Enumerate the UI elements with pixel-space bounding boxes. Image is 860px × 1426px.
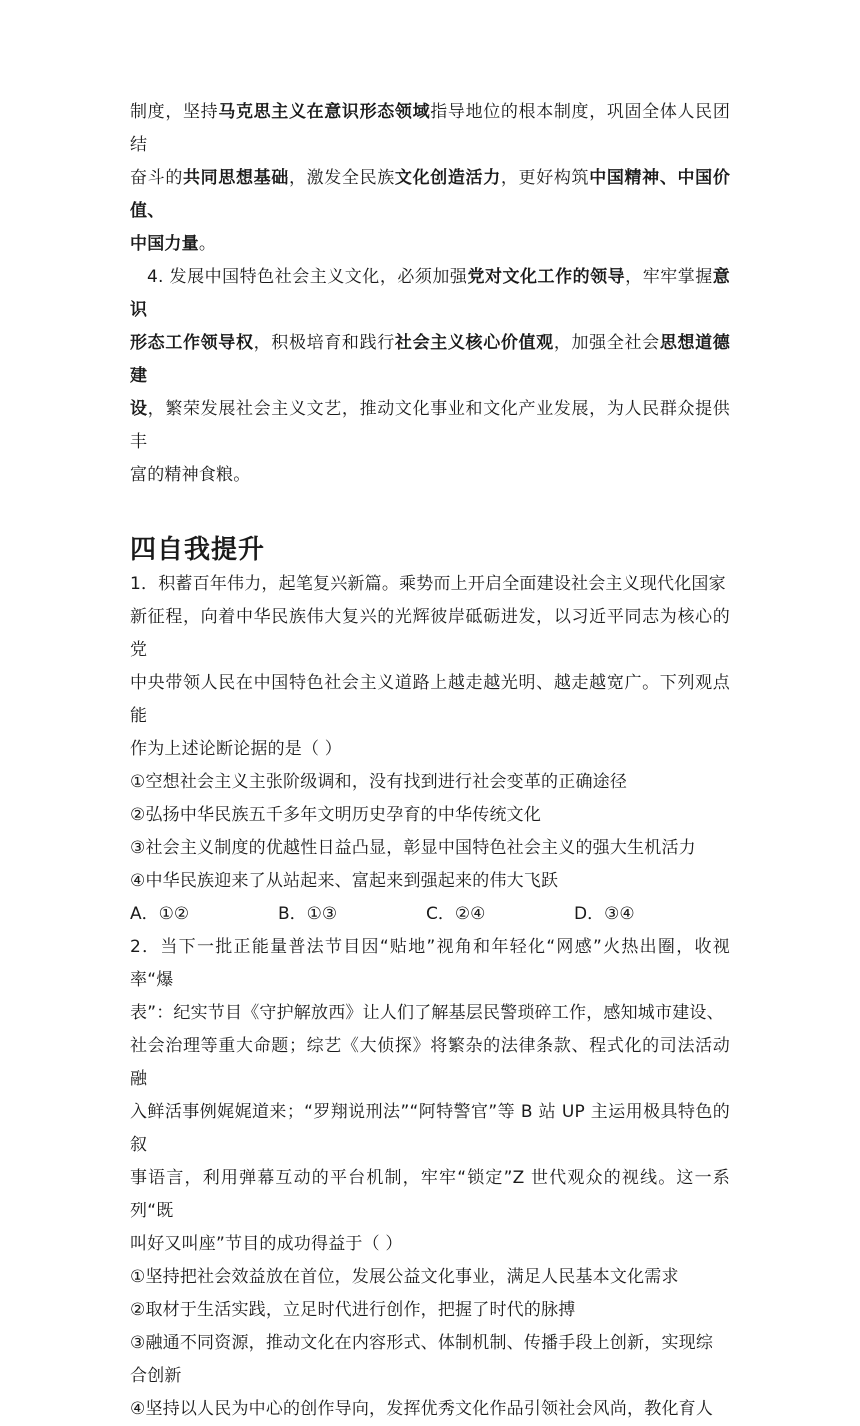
question-2-choice-2: ②取材于生活实践，立足时代进行创作，把握了时代的脉搏	[130, 1300, 576, 1320]
paragraph-line: 奋斗的共同思想基础，激发全民族文化创造活力，更好构筑中国精神、中国价值、	[130, 168, 731, 221]
question-2-stem-line: 入鲜活事例娓娓道来；“罗翔说刑法”“阿特警官”等 B 站 UP 主运用极具特色的叙	[130, 1102, 730, 1155]
paragraph-line: 形态工作领导权，积极培育和践行社会主义核心价值观，加强全社会思想道德建	[130, 333, 730, 386]
bold-term: 共同思想基础	[182, 168, 289, 188]
bold-term: 社会主义核心价值观	[394, 333, 554, 353]
bold-term: 思想道德建	[130, 333, 730, 386]
question-2-stem-line: 社会治理等重大命题；综艺《大侦探》将繁杂的法律条款、程式化的司法活动融	[130, 1036, 730, 1089]
question-1-stem-line: 新征程，向着中华民族伟大复兴的光辉彼岸砥砺进发，以习近平同志为核心的党	[130, 607, 730, 660]
question-1-stem-line: 1．积蓄百年伟力，起笔复兴新篇。乘势而上开启全面建设社会主义现代化国家	[130, 574, 726, 594]
question-1-choice-1: ①空想社会主义主张阶级调和，没有找到进行社会变革的正确途径	[130, 772, 628, 792]
question-1-stem	[130, 568, 730, 766]
question-2	[130, 931, 730, 1426]
bold-term: 中国力量	[130, 234, 199, 254]
question-2-stem-line: 事语言，利用弹幕互动的平台机制，牢牢“锁定”Z 世代观众的视线。这一系列“既	[130, 1168, 730, 1221]
paragraph-line: 制度，坚持马克思主义在意识形态领域指导地位的根本制度，巩固全体人民团结	[130, 102, 731, 155]
question-2-choice-1: ①坚持把社会效益放在首位，发展公益文化事业，满足人民基本文化需求	[130, 1267, 679, 1287]
bold-term: 设	[130, 399, 148, 419]
paragraph-line: 富的精神食粮。	[130, 465, 251, 485]
paragraph-line: 4. 发展中国特色社会主义文化，必须加强党对文化工作的领导，牢牢掌握意识	[130, 267, 730, 320]
bold-term: 形态工作领导权	[130, 333, 254, 353]
question-1	[130, 568, 730, 931]
bold-term: 中国精神、中国价值、	[130, 168, 731, 221]
option-b: B．①③	[278, 904, 338, 924]
question-2-choice-4: ④坚持以人民为中心的创作导向，发挥优秀文化作品引领社会风尚，教化育人	[130, 1399, 714, 1419]
bold-term: 党对文化工作的领导	[467, 267, 626, 287]
question-2-stem-line: 表”：纪实节目《守护解放西》让人们了解基层民警琐碎工作，感知城市建设、	[130, 1003, 724, 1023]
question-2-stem-line: 2．当下一批正能量普法节目因“贴地”视角和年轻化“网感”火热出圈，收视率“爆	[130, 937, 730, 990]
intro-paragraph	[130, 96, 730, 261]
question-1-stem-line: 作为上述论断论据的是（ ）	[130, 739, 343, 759]
question-2-stem	[130, 931, 730, 1261]
section-title: 四自我提升	[130, 535, 266, 565]
paragraph-line: 设，繁荣发展社会主义文艺，推动文化事业和文化产业发展，为人民群众提供丰	[130, 399, 730, 452]
paragraph-line: 中国力量。	[130, 234, 217, 254]
question-2-choice-3-cont: 合创新	[130, 1366, 182, 1386]
question-2-stem-line: 叫好又叫座”节目的成功得益于（ ）	[130, 1234, 403, 1254]
point-4-paragraph	[130, 261, 730, 492]
question-1-choice-2: ②弘扬中华民族五千多年文明历史孕育的中华传统文化	[130, 805, 542, 825]
bold-term: 文化创造活力	[394, 168, 501, 188]
question-1-choice-4: ④中华民族迎来了从站起来、富起来到强起来的伟大飞跃	[130, 871, 559, 891]
question-1-options	[130, 898, 730, 931]
question-1-stem-line: 中央带领人民在中国特色社会主义道路上越走越光明、越走越宽广。下列观点能	[130, 673, 730, 726]
option-a: A．①②	[130, 904, 190, 924]
option-c: C．②④	[426, 904, 486, 924]
bold-term: 意识	[130, 267, 730, 320]
question-1-choice-3: ③社会主义制度的优越性日益凸显，彰显中国特色社会主义的强大生机活力	[130, 838, 696, 858]
document-content	[130, 96, 730, 1426]
bold-term: 马克思主义在意识形态领域	[218, 102, 431, 122]
option-d: D．③④	[574, 904, 635, 924]
question-2-choice-3: ③融通不同资源，推动文化在内容形式、体制机制、传播手段上创新，实现综	[130, 1333, 714, 1353]
